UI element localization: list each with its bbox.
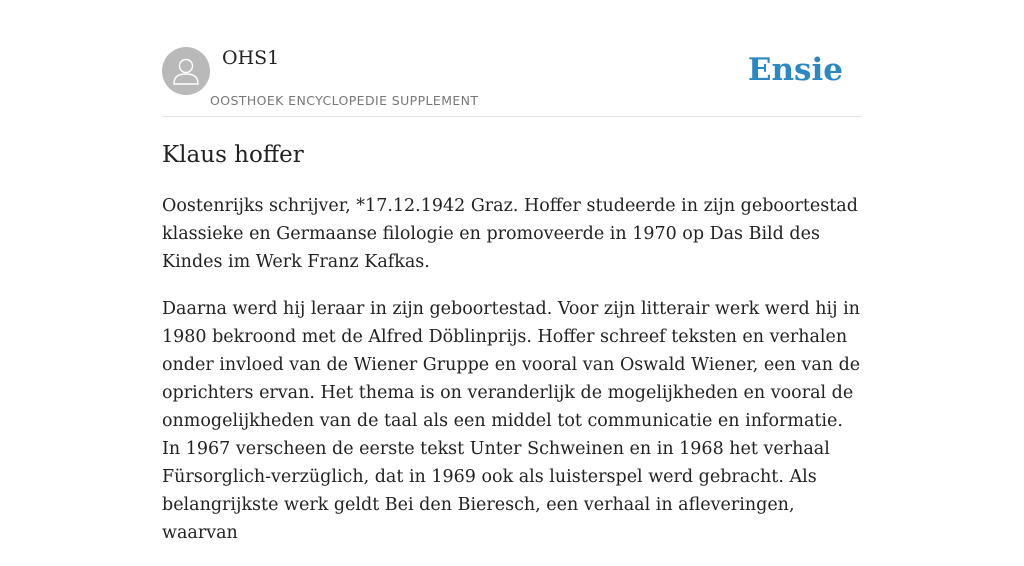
article-paragraph: Daarna werd hij leraar in zijn geboortestad. Voor zijn litterair werk werd hij in 1980 bekroond met de Alfred Döblinprijs. Hoffer schreef teksten en verhalen onder invloed van de Wiener Gruppe en vooral van Oswald Wiener, een van de oprichters ervan. Het thema is on veranderlijk de mogelijkheden en vooral de onmogelijkheden van de taal als een middel tot communicatie en informatie. In 1967 verscheen de eerste tekst Unter Schweinen en in 1968 het verhaal Fürsorglich-verzüglich, dat in 1969 ook als luisterspel werd gebracht. Als belangrijkste werk geldt Bei den Bieresch, een verhaal in afleveringen, waarvan: [162, 299, 861, 543]
ensie-logo-link[interactable]: Ensie: [747, 52, 843, 88]
article-paragraph: Oostenrijks schrijver, *17.12.1942 Graz. Hoffer studeerde in zijn geboortestad klassieke en Germaanse filologie en promoveerde in 1970 op Das Bild des Kindes im Werk Franz Kafkas.: [162, 196, 858, 272]
source-full-name: OOSTHOEK ENCYCLOPEDIE SUPPLEMENT: [210, 93, 479, 108]
article-title: Klaus hoffer: [162, 142, 304, 168]
source-header: [162, 46, 862, 117]
article-body: [162, 192, 862, 566]
user-placeholder-icon[interactable]: [162, 47, 210, 95]
source-name-link[interactable]: OHS1: [222, 47, 280, 69]
